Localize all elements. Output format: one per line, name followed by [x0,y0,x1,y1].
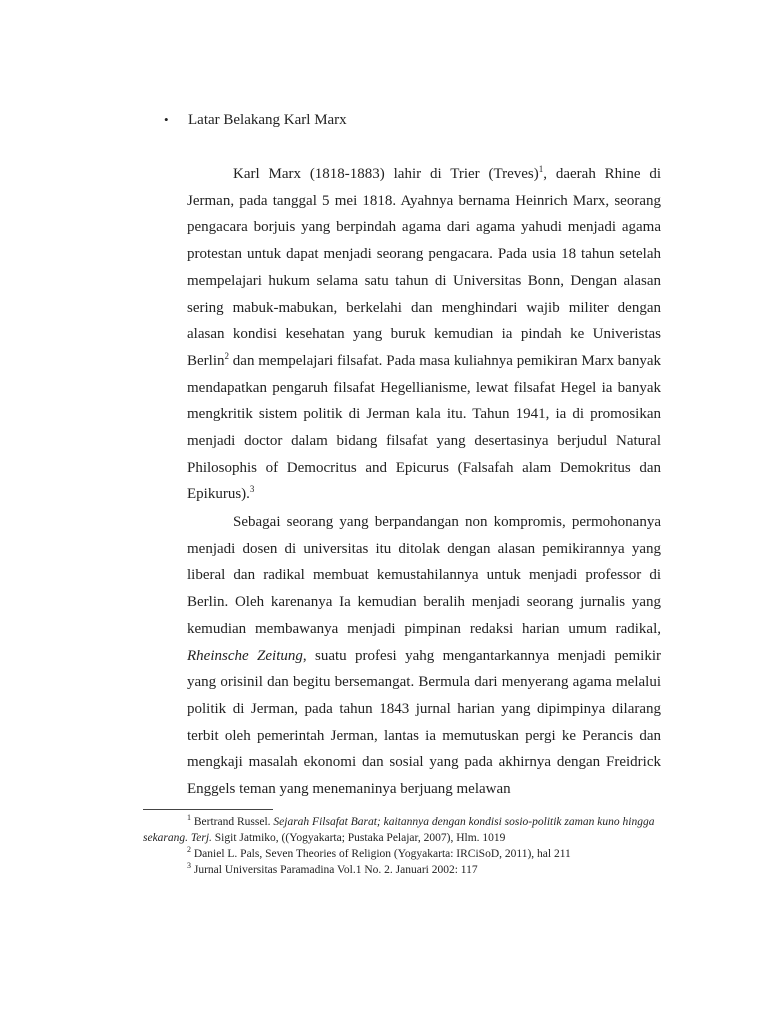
paragraph-2 [187,509,661,803]
paragraph-2-text-a: Sebagai seorang yang berpandangan non kompromis, permohonanya menjadi dosen di universitas itu ditolak dengan alasan pemikirannya yang liberal dan radikal membuat kemustahilannya untuk menjadi professor di Berlin. Oleh karenanya Ia kemudian beralih menjadi seorang jurnalis yang kemudian membawanya menjadi pimpinan redaksi harian umum radikal, [187,514,661,637]
footnote-separator [143,809,273,810]
footnote-2 [143,846,663,862]
newspaper-title: Rheinsche Zeitung [187,647,303,664]
footnotes [143,814,663,878]
section-heading [164,110,347,130]
footnote-2-number: 2 [187,845,191,855]
paragraph-1-text-b: , daerah Rhine di Jerman, pada tanggal 5 mei 1818. Ayahnya bernama Heinrich Marx, seorang pengacara borjuis yang berpindah agama dari agama yahudi menjadi agama protestan untuk dapat menjadi seorang pengacara. Pada usia 18 tahun setelah mempelajari hukum selama satu tahun di Universitas Bonn, Dengan alasan sering mabuk-mabukan, berkelahi dan menghindari wajib militer dengan alasan kondisi kesehatan yang buruk kemudian ia pindah ke Univeristas Berlin [187,166,661,369]
paragraph-2-text-b: , suatu profesi yahg mengantarkannya menjadi pemikir yang orisinil dan begitu bersemangat. Bermula dari menyerang agama melalui politik di Jerman, pada tahun 1843 jurnal harian yang dipimpinya dilarang terbit oleh pemerintah Jerman, lantas ia memutuskan pergi ke Perancis dan mengkaji masalah ekonomi dan sosial yang pada akhirnya dengan Freidrick Enggels teman yang menemaninya berjuang melawan [187,647,661,798]
heading-text: Latar Belakang Karl Marx [188,112,347,128]
footnote-1 [143,814,663,846]
footnote-ref-3[interactable]: 3 [249,484,255,495]
footnote-1-author: Bertrand Russel. [191,816,274,828]
footnote-ref-1[interactable]: 1 [538,164,544,174]
paragraph-1-text-a: Karl Marx (1818-1883) lahir di Trier (Treves) [233,166,539,182]
paragraph-1-text-c: dan mempelajari filsafat. Pada masa kuliahnya pemikiran Marx banyak mendapatkan pengaruh filsafat Hegellianisme, lewat filsafat Hegel ia banyak mengkritik sistem politik di Jerman kala itu. Tahun 1941, ia di promosikan menjadi doctor dalam bidang filsafat yang desertasinya berjudul Natural Philosophis of Democritus and Epicurus (Falsafah alam Demokritus dan Epikurus). [187,352,661,503]
footnote-1-title: Sejarah Filsafat Barat; kaitannya dengan kondisi sosio-politik zaman kuno hingga sekarang. Terj. [143,816,655,844]
footnote-3-number: 3 [187,861,191,871]
bullet-icon: • [164,112,169,127]
footnote-1-rest: Sigit Jatmiko, ((Yogyakarta; Pustaka Pelajar, 2007), Hlm. 1019 [211,832,506,844]
footnote-ref-2[interactable]: 2 [224,350,229,361]
footnote-3-text: Jurnal Universitas Paramadina Vol.1 No. 2. Januari 2002: 117 [191,864,478,876]
paragraph-1 [187,161,661,508]
footnote-2-text: Daniel L. Pals, Seven Theories of Religion (Yogyakarta: IRCiSoD, 2011), hal 211 [191,848,571,860]
footnote-3 [143,862,663,878]
footnote-1-number: 1 [187,813,191,823]
